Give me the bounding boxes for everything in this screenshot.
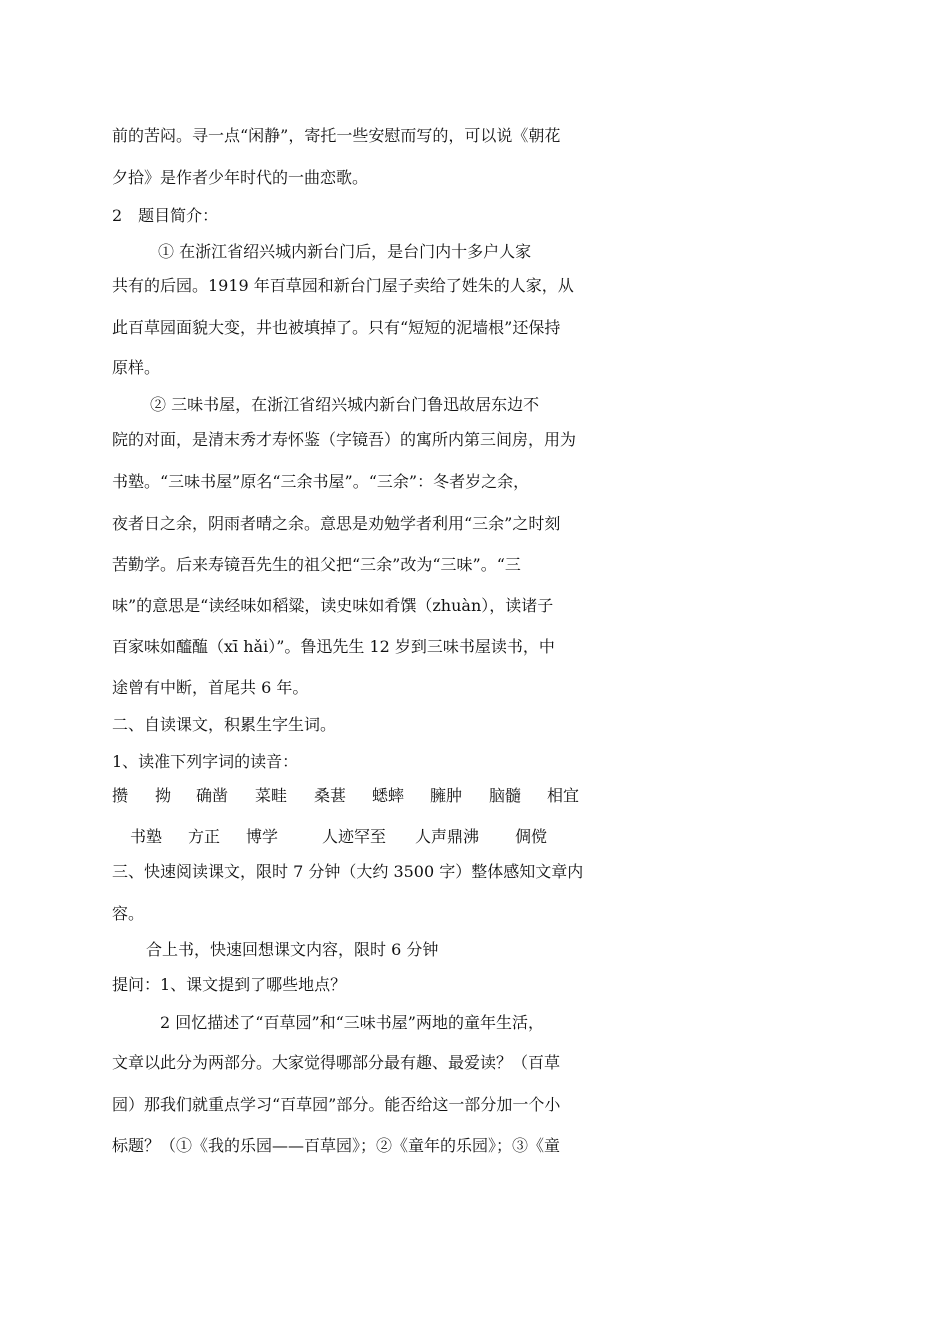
text-line: ① 在浙江省绍兴城内新台门后，是台门内十多户人家 [158,242,532,261]
text-line: 2 回忆描述了“百草园”和“三味书屋”两地的童年生活， [160,1013,544,1032]
vocab-word: 博学 [246,827,279,846]
text-line: 1、读准下列字词的读音： [112,752,299,771]
text-line: 途曾有中断，首尾共 6 年。 [112,678,309,697]
text-line: ② 三味书屋，在浙江省绍兴城内新台门鲁迅故居东边不 [150,395,540,414]
text-line: 提问：1、课文提到了哪些地点？ [112,975,347,994]
vocab-word: 拗 [155,786,172,805]
text-line: 原样。 [112,358,161,377]
vocab-word: 菜畦 [255,786,288,805]
vocab-word: 桑葚 [314,786,347,805]
text-line: 夜者日之余，阴雨者晴之余。意思是劝勉学者利用“三余”之时刻 [112,514,561,533]
vocab-word: 方正 [188,827,221,846]
text-line: 书塾。“三味书屋”原名“三余书屋”。“三余”：冬者岁之余， [112,472,530,491]
text-line: 味”的意思是“读经味如稻粱，读史味如肴馔（zhuàn），读诸子 [112,596,554,615]
section-heading: 2 题目简介： [112,206,219,225]
vocab-word: 蟋蟀 [372,786,405,805]
section-heading: 二、自读课文，积累生字生词。 [112,715,337,734]
text-line: 共有的后园。1919 年百草园和新台门屋子卖给了姓朱的人家，从 [112,276,574,295]
vocab-word: 相宜 [547,786,580,805]
text-line: 此百草园面貌大变，井也被填掉了。只有“短短的泥墙根”还保持 [112,318,561,337]
vocab-word: 攒 [112,786,129,805]
vocab-word: 人声鼎沸 [415,827,480,846]
vocab-word: 倜傥 [515,827,548,846]
text-line: 夕拾》是作者少年时代的一曲恋歌。 [112,168,369,187]
text-line: 文章以此分为两部分。大家觉得哪部分最有趣、最爱读？（百草 [112,1053,561,1072]
text-line: 百家味如醯醢（xī hǎi）”。鲁迅先生 12 岁到三味书屋读书，中 [112,637,555,656]
text-line: 标题？（①《我的乐园——百草园》；②《童年的乐园》；③《童 [112,1136,561,1155]
vocab-word: 人迹罕至 [322,827,387,846]
text-line: 容。 [112,904,145,923]
text-line: 园）那我们就重点学习“百草园”部分。能否给这一部分加一个小 [112,1095,561,1114]
section-heading: 三、快速阅读课文，限时 7 分钟（大约 3500 字）整体感知文章内 [112,862,584,881]
vocab-word: 书塾 [130,827,163,846]
vocab-word: 脑髓 [489,786,522,805]
text-line: 前的苦闷。寻一点“闲静”，寄托一些安慰而写的，可以说《朝花 [112,126,561,145]
vocab-word: 臃肿 [430,786,463,805]
vocab-word: 确凿 [196,786,229,805]
text-line: 苦勤学。后来寿镜吾先生的祖父把“三余”改为“三味”。“三 [112,555,521,574]
text-line: 合上书，快速回想课文内容，限时 6 分钟 [146,940,439,959]
text-line: 院的对面，是清末秀才寿怀鉴（字镜吾）的寓所内第三间房，用为 [112,430,577,449]
